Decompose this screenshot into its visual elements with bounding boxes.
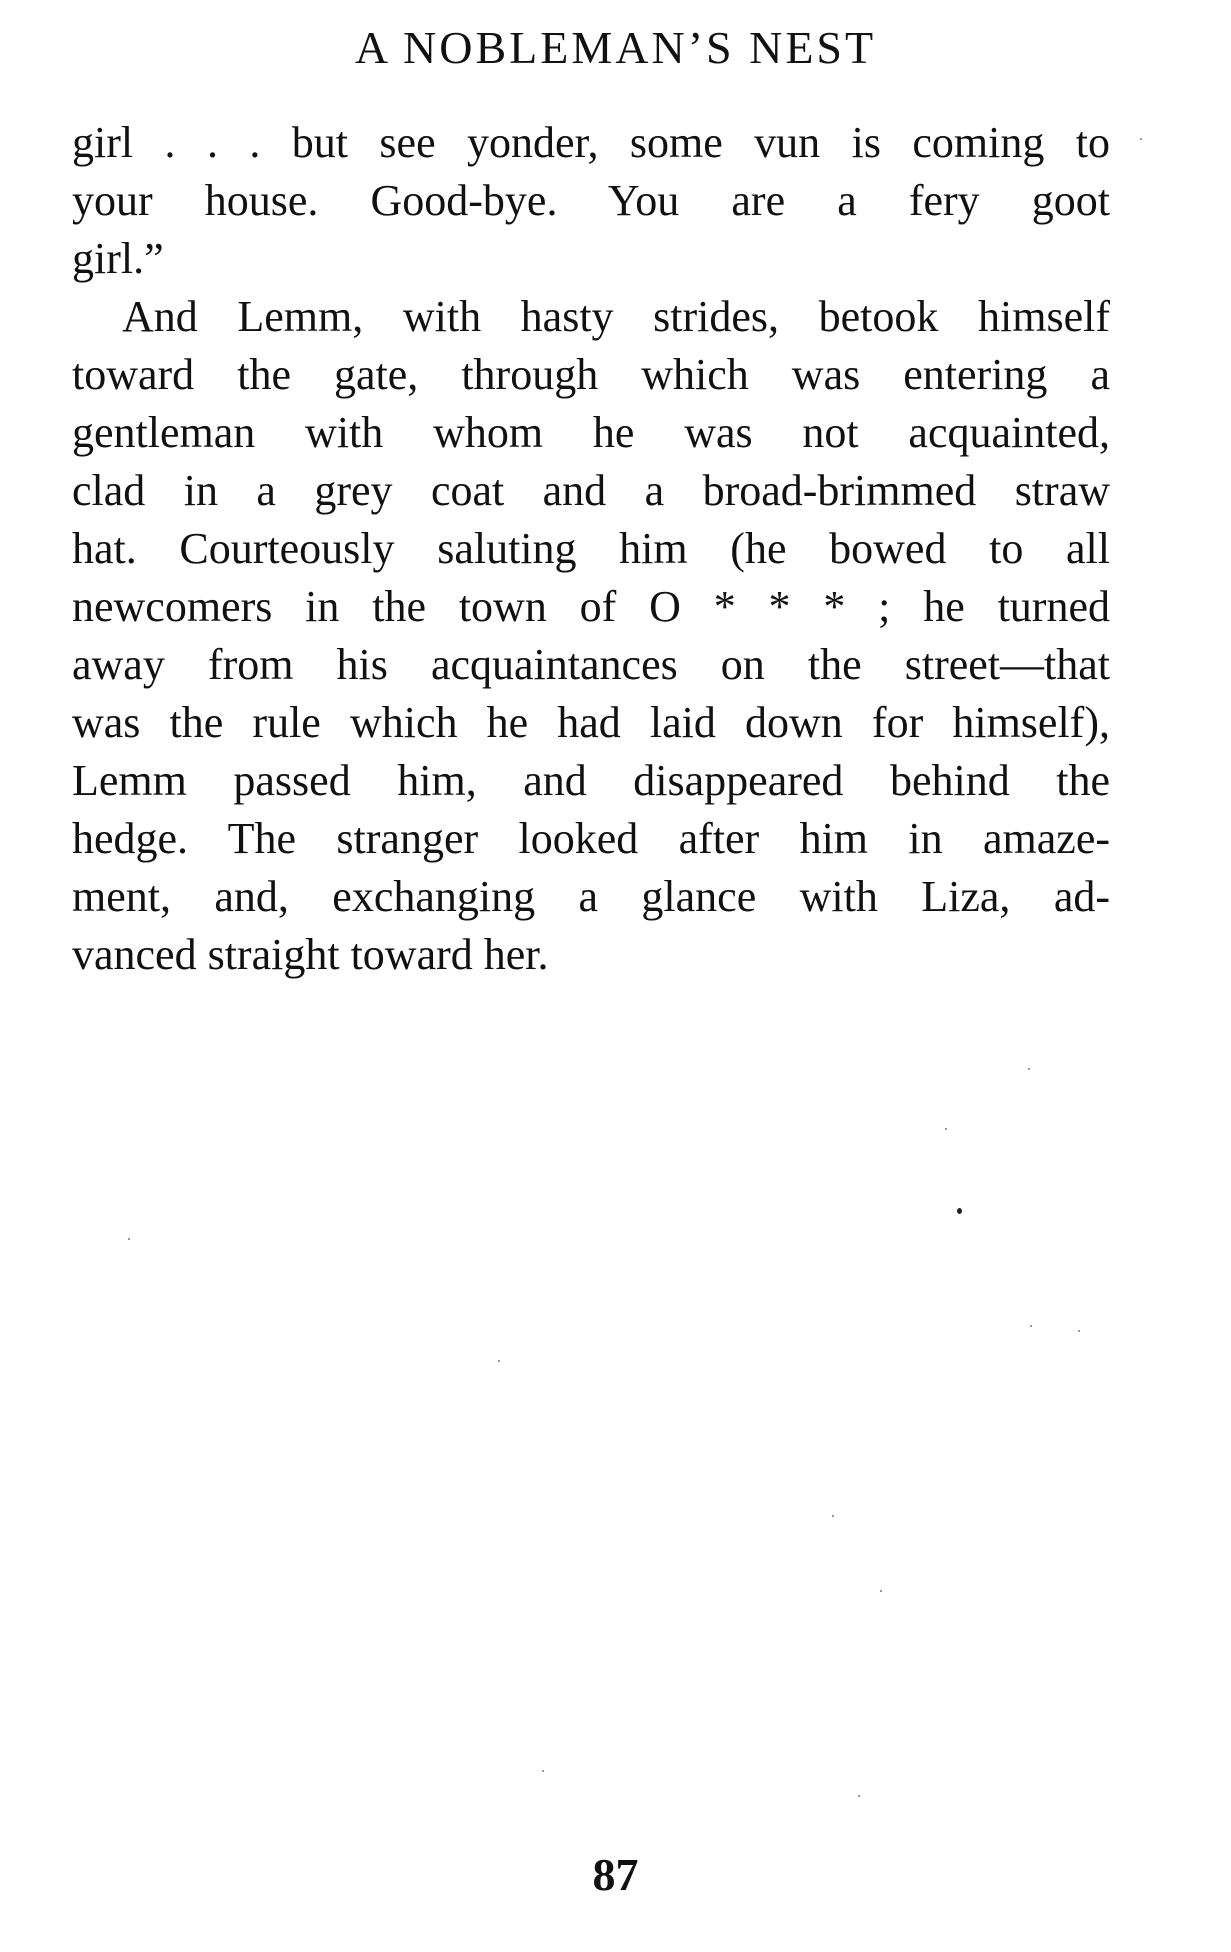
text-line: Lemm passed him, and disappeared behind the bbox=[72, 756, 1110, 805]
scan-speck bbox=[1030, 1325, 1032, 1327]
text-line: hedge. The stranger looked after him in amaze- bbox=[72, 814, 1110, 863]
text-line: girl.” bbox=[72, 234, 164, 283]
scan-speck bbox=[498, 1360, 500, 1362]
text-line: hat. Courteously saluting him (he bowed to all bbox=[72, 524, 1110, 573]
scan-speck bbox=[832, 1515, 834, 1517]
text-line: newcomers in the town of O * * * ; he turned bbox=[72, 582, 1110, 631]
text-line: girl . . . but see yonder, some vun is coming to bbox=[72, 118, 1110, 167]
scan-speck bbox=[1078, 1330, 1080, 1332]
body-text bbox=[72, 114, 1110, 984]
text-line: ment, and, exchanging a glance with Liza, ad- bbox=[72, 872, 1110, 921]
scan-speck bbox=[945, 1128, 947, 1130]
scan-speck bbox=[1140, 138, 1142, 140]
page-number: 87 bbox=[592, 1849, 639, 1900]
scan-speck bbox=[1028, 1068, 1030, 1070]
text-line: clad in a grey coat and a broad-brimmed straw bbox=[72, 466, 1110, 515]
text-line: was the rule which he had laid down for himself), bbox=[72, 698, 1110, 747]
text-line: toward the gate, through which was entering a bbox=[72, 350, 1110, 399]
text-line: vanced straight toward her. bbox=[72, 930, 549, 979]
scan-speck bbox=[957, 1208, 962, 1214]
scan-speck bbox=[128, 1238, 130, 1240]
paragraph-first-line: And Lemm, with hasty strides, betook himself bbox=[122, 292, 1110, 341]
text-line: gentleman with whom he was not acquainted, bbox=[72, 408, 1110, 457]
scan-speck bbox=[542, 1770, 544, 1772]
scan-speck bbox=[880, 1590, 882, 1592]
scan-speck bbox=[858, 1795, 860, 1797]
running-head: A NOBLEMAN’S NEST bbox=[354, 22, 877, 73]
text-line: away from his acquaintances on the street—that bbox=[72, 640, 1110, 689]
text-line: your house. Good-bye. You are a fery goot bbox=[72, 176, 1110, 225]
